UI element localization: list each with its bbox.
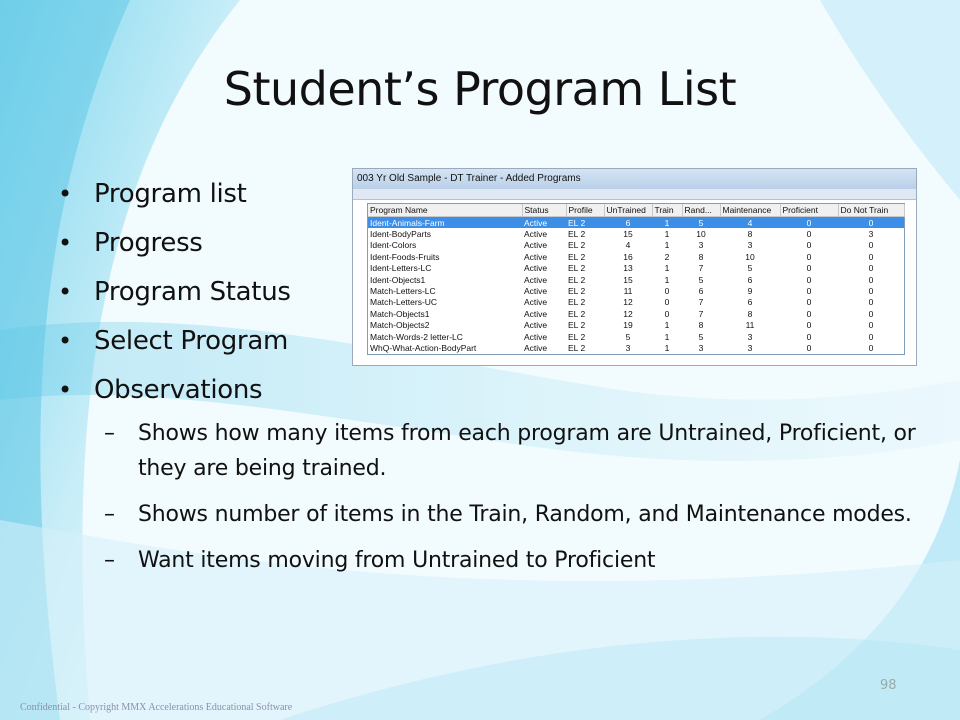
table-cell: Ident-Colors [370, 240, 417, 251]
table-cell: 8 [698, 251, 704, 262]
table-cell: Ident-Animals-Farm [368, 217, 522, 229]
table-cell: 0 [806, 308, 812, 319]
table-cell: 0 [868, 342, 874, 353]
page-number: 98 [880, 678, 897, 693]
bullet-item: • Select Program [58, 317, 291, 366]
table-cell: 4 [720, 217, 780, 229]
table-cell: 0 [780, 217, 838, 229]
table-cell: 9 [747, 286, 753, 297]
table-cell: 5 [682, 217, 720, 229]
table-cell: Active [524, 251, 548, 262]
table-cell: 0 [664, 297, 670, 308]
table-cell: Active [524, 229, 548, 240]
table-cell: 12 [623, 308, 633, 319]
table-cell: 0 [868, 331, 874, 342]
table-cell: Active [524, 297, 548, 308]
table-row[interactable] [368, 297, 904, 308]
table-cell: Ident-Letters-LC [370, 263, 432, 274]
column-header[interactable]: Proficient [780, 204, 838, 217]
table-cell: 3 [698, 240, 704, 251]
table-row[interactable] [368, 251, 904, 262]
table-cell: 4 [625, 240, 631, 251]
column-header[interactable]: Status [522, 204, 566, 217]
table-cell: EL 2 [568, 308, 586, 319]
table-cell: 16 [623, 251, 633, 262]
bullet-item: • Program list [58, 170, 291, 219]
table-cell: EL 2 [568, 320, 586, 331]
table-cell: 0 [664, 308, 670, 319]
table-cell: Active [522, 217, 566, 229]
column-header[interactable]: Do Not Train [838, 204, 904, 217]
table-cell: 11 [745, 320, 755, 331]
sub-bullet-item: – Shows how many items from each program are Untrained, Proficient, or they are being trained. [104, 416, 924, 486]
table-cell: Match-Objects2 [370, 320, 430, 331]
table-cell: 3 [698, 342, 704, 353]
table-cell: Active [524, 342, 548, 353]
slide-title: Student’s Program List [223, 62, 737, 116]
table-row[interactable] [368, 240, 904, 251]
table-row[interactable] [368, 228, 904, 239]
table-cell: 0 [868, 263, 874, 274]
table-cell: Ident-Foods-Fruits [370, 251, 440, 262]
table-row[interactable] [368, 331, 904, 342]
table-cell: 6 [747, 274, 753, 285]
table-cell: 8 [698, 320, 704, 331]
table-row[interactable] [368, 217, 904, 229]
table-row[interactable] [368, 263, 904, 274]
window-title: 003 Yr Old Sample - DT Trainer - Added Programs [353, 169, 916, 189]
bullet-item: • Program Status [58, 268, 291, 317]
table-row[interactable] [368, 320, 904, 331]
table-cell: Active [524, 331, 548, 342]
column-header[interactable]: Rand... [682, 204, 720, 217]
table-cell: 7 [698, 308, 704, 319]
table-cell: 6 [747, 297, 753, 308]
sub-bullet-item: – Shows number of items in the Train, Random, and Maintenance modes. [104, 497, 924, 532]
table-cell: 10 [745, 251, 755, 262]
table-cell: 19 [623, 320, 633, 331]
table-cell: EL 2 [568, 286, 586, 297]
table-cell: 7 [698, 263, 704, 274]
table-cell: 10 [696, 229, 706, 240]
table-cell: 3 [747, 342, 753, 353]
table-cell: 0 [806, 240, 812, 251]
table-cell: 6 [698, 286, 704, 297]
table-cell: EL 2 [568, 229, 586, 240]
table-cell: 11 [623, 286, 633, 297]
table-cell: 3 [747, 331, 753, 342]
table-cell: 0 [868, 274, 874, 285]
table-cell: Ident-Objects1 [370, 274, 426, 285]
table-row[interactable] [368, 308, 904, 319]
table-cell: Active [524, 263, 548, 274]
table-cell: 0 [806, 286, 812, 297]
table-cell: 1 [664, 240, 670, 251]
program-table [367, 203, 905, 355]
table-cell: 8 [747, 308, 753, 319]
table-cell: 0 [868, 308, 874, 319]
bullet-list [58, 170, 291, 415]
table-row[interactable] [368, 285, 904, 296]
table-cell: Match-Objects1 [370, 308, 430, 319]
table-cell: 0 [838, 217, 904, 229]
table-cell: 0 [868, 240, 874, 251]
program-list-screenshot [352, 168, 917, 366]
table-cell: Active [524, 240, 548, 251]
table-cell: 5 [698, 274, 704, 285]
table-cell: 0 [868, 286, 874, 297]
table-cell: EL 2 [568, 297, 586, 308]
table-cell: 0 [868, 251, 874, 262]
table-cell: 15 [623, 229, 633, 240]
table-cell: Active [524, 274, 548, 285]
table-row[interactable] [368, 342, 904, 353]
table-cell: 0 [806, 342, 812, 353]
table-cell: 3 [868, 229, 874, 240]
table-cell: EL 2 [568, 331, 586, 342]
table-cell: 0 [664, 286, 670, 297]
table-cell: 5 [698, 331, 704, 342]
table-cell: 1 [664, 229, 670, 240]
table-row[interactable] [368, 274, 904, 285]
table-cell: 0 [806, 274, 812, 285]
table-cell: EL 2 [568, 263, 586, 274]
table-cell: 1 [664, 331, 670, 342]
sub-bullet-list [104, 416, 924, 589]
table-cell: EL 2 [568, 240, 586, 251]
table-cell: 1 [664, 263, 670, 274]
footer-copyright: Confidential - Copyright MMX Accelerations Educational Software [20, 702, 293, 713]
bullet-item: • Observations [58, 366, 291, 415]
table-cell: EL 2 [568, 342, 586, 353]
table-cell: 2 [664, 251, 670, 262]
table-cell: 1 [664, 342, 670, 353]
table-cell: Active [524, 308, 548, 319]
table-cell: 3 [625, 342, 631, 353]
table-cell: Active [524, 320, 548, 331]
table-cell: 0 [868, 320, 874, 331]
table-cell: 0 [806, 229, 812, 240]
column-header[interactable]: Train [652, 204, 682, 217]
table-cell: 3 [747, 240, 753, 251]
table-cell: 0 [806, 263, 812, 274]
column-header[interactable]: Profile [566, 204, 604, 217]
table-cell: 5 [625, 331, 631, 342]
table-cell: 15 [623, 274, 633, 285]
table-cell: 1 [664, 274, 670, 285]
table-cell: 5 [747, 263, 753, 274]
table-cell: 1 [652, 217, 682, 229]
table-cell: 8 [747, 229, 753, 240]
table-cell: 13 [623, 263, 633, 274]
bullet-item: • Progress [58, 219, 291, 268]
table-cell: 7 [698, 297, 704, 308]
table-cell: Ident-BodyParts [370, 229, 431, 240]
table-cell: EL 2 [568, 251, 586, 262]
table-cell: Active [524, 286, 548, 297]
table-cell: 0 [806, 251, 812, 262]
table-cell: 1 [664, 320, 670, 331]
table-cell: EL 2 [566, 217, 604, 229]
table-cell: 0 [806, 320, 812, 331]
table-cell: EL 2 [568, 274, 586, 285]
table-cell: 0 [868, 297, 874, 308]
table-cell: Match-Words-2 letter-LC [370, 331, 463, 342]
table-cell: 0 [806, 297, 812, 308]
toolbar [353, 189, 916, 200]
column-header[interactable]: Maintenance [720, 204, 780, 217]
table-cell: 12 [623, 297, 633, 308]
column-header[interactable]: UnTrained [604, 204, 652, 217]
table-cell: 6 [604, 217, 652, 229]
table-cell: 0 [806, 331, 812, 342]
sub-bullet-item: – Want items moving from Untrained to Proficient [104, 543, 924, 578]
table-cell: Match-Letters-UC [370, 297, 438, 308]
table-cell: Match-Letters-LC [370, 286, 436, 297]
column-header[interactable]: Program Name [368, 204, 522, 217]
table-cell: WhQ-What-Action-BodyPart [370, 342, 477, 353]
